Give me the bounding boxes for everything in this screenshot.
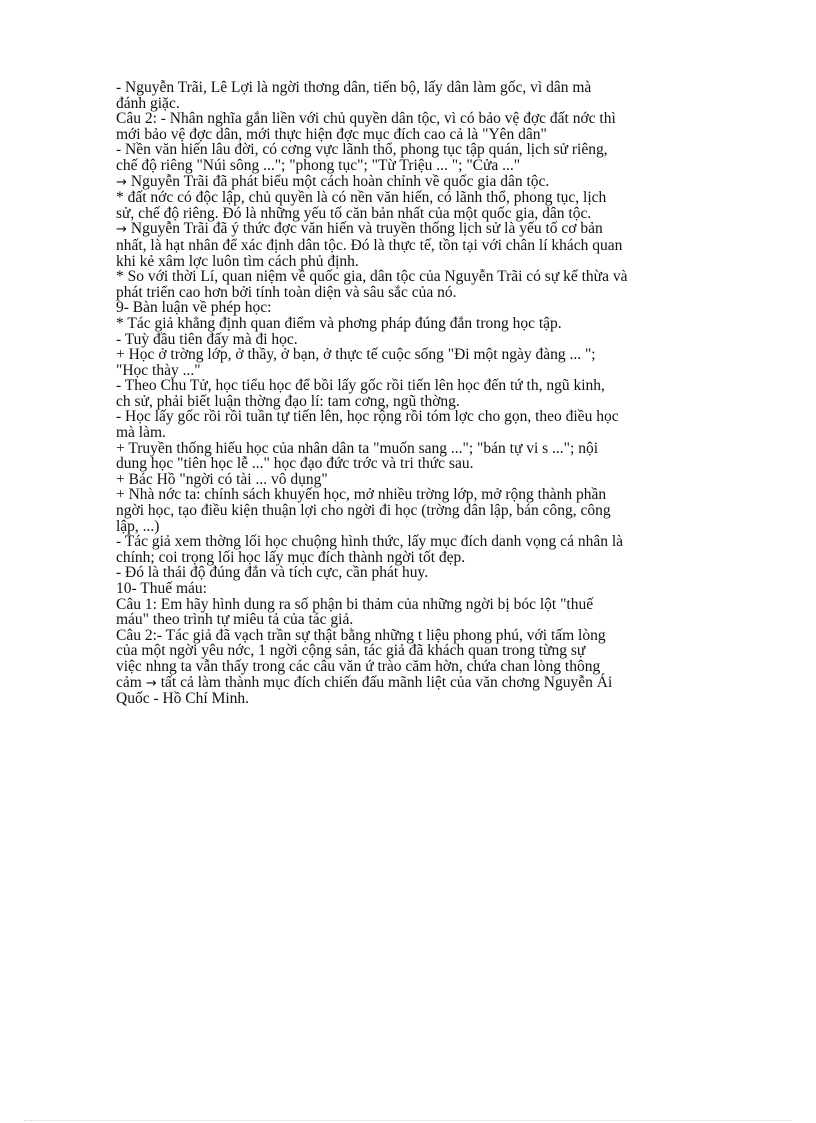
- line-text: + Học ở trờng lớp, ở thầy, ở bạn, ở thực tế cuộc sống "Đi một ngày đàng ... ";: [116, 346, 596, 364]
- line-text: Quốc - Hồ Chí Minh.: [116, 690, 250, 708]
- text-line: [116, 316, 756, 332]
- line-text: dung học "tiên học lễ ..." học đạo đức trớc và tri thức sau.: [116, 455, 474, 473]
- line-text: - Theo Chu Tử, học tiểu học để bồi lấy gốc rồi tiến lên học đến tứ th, ngũ kinh,: [116, 377, 605, 395]
- text-line: [116, 332, 756, 348]
- line-text: - Nền văn hiến lâu đời, có cơng vực lãnh thổ, phong tục tập quán, lịch sử riêng,: [116, 141, 608, 159]
- line-text: ngời học, tạo điều kiện thuận lợi cho ngời đi học (trờng dân lập, bán công, công: [116, 502, 611, 520]
- text-line: [116, 409, 756, 425]
- text-line: [116, 659, 756, 675]
- text-line: [116, 472, 756, 488]
- text-line: [116, 269, 756, 285]
- text-line: [116, 158, 756, 174]
- text-line: [116, 142, 756, 158]
- page-bottom-rule: [24, 1120, 792, 1121]
- line-text: - Đó là thái độ đúng đắn và tích cực, cần phát huy.: [116, 564, 429, 582]
- line-text: "Học thày ...": [116, 361, 201, 379]
- line-text: việc nhng ta vẫn thấy trong các câu văn ứ trào căm hờn, chứa chan lòng thông: [116, 657, 601, 675]
- text-line: [116, 550, 756, 566]
- document-body: [116, 80, 756, 707]
- line-text: * đất nớc có độc lập, chủ quyền là có nền văn hiến, có lãnh thổ, phong tục, lịch: [116, 189, 607, 207]
- line-text: - Tác giả xem thờng lối học chuộng hình thức, lấy mục đích danh vọng cá nhân là: [116, 533, 624, 551]
- arrow-right-icon: →: [116, 222, 127, 238]
- text-line: [116, 597, 756, 613]
- line-text: - Học lấy gốc rồi rồi tuần tự tiến lên, học rộng rồi tóm lợc cho gọn, theo điều học: [116, 408, 619, 426]
- text-line: [116, 190, 756, 206]
- line-text: phát triển cao hơn bởi tính toàn diện và sâu sắc của nó.: [116, 283, 457, 301]
- text-line: [116, 80, 756, 96]
- line-text: + Truyền thống hiếu học của nhân dân ta "muốn sang ..."; "bán tự vi s ..."; nội: [116, 439, 598, 457]
- text-line: [116, 519, 756, 535]
- line-text: 9- Bàn luận về phép học:: [116, 299, 272, 317]
- line-text: máu" theo trình tự miêu tả của tác giả.: [116, 611, 354, 629]
- text-line: [116, 285, 756, 301]
- line-text: sử, chế độ riêng. Đó là những yếu tố căn bản nhất của một quốc gia, dân tộc.: [116, 204, 592, 222]
- text-line: [116, 96, 756, 112]
- text-line: [116, 111, 756, 127]
- line-text: Câu 1: Em hãy hình dung ra số phận bi thảm của những ngời bị bóc lột "thuế: [116, 595, 594, 613]
- line-text: chế độ riêng "Núi sông ..."; "phong tục"; "Từ Triệu ... "; "Cửa ...": [116, 156, 521, 174]
- text-line: [116, 300, 756, 316]
- line-text: chính; coi trọng lối học lấy mục đích thành ngời tốt đẹp.: [116, 548, 466, 566]
- line-text: - Tuỳ đầu tiên đấy mà đi học.: [116, 330, 298, 348]
- text-line: [116, 691, 756, 707]
- text-line: [116, 254, 756, 270]
- line-text: khi kẻ xâm lợc luôn tìm cách phủ định.: [116, 252, 359, 270]
- text-line: [116, 221, 756, 238]
- text-line: [116, 487, 756, 503]
- line-text: + Nhà nớc ta: chính sách khuyến học, mở nhiều trờng lớp, mở rộng thành phần: [116, 486, 607, 504]
- text-line: [116, 441, 756, 457]
- text-line: [116, 456, 756, 472]
- arrow-right-icon: →: [116, 174, 127, 190]
- text-line: [116, 363, 756, 379]
- text-line: [116, 127, 756, 143]
- line-text: lập, ...): [116, 517, 160, 535]
- line-text: - Nguyễn Trãi, Lê Lợi là ngời thơng dân, tiến bộ, lấy dân làm gốc, vì dân mà: [116, 79, 592, 96]
- text-line: [116, 628, 756, 644]
- text-line: [116, 612, 756, 628]
- text-line: [116, 565, 756, 581]
- text-line: [116, 581, 756, 597]
- text-line: [116, 534, 756, 550]
- text-line: [116, 378, 756, 394]
- line-text: đánh giặc.: [116, 94, 180, 112]
- line-text: Nguyễn Trãi đã ý thức đợc văn hiến và truyền thống lịch sử là yếu tố cơ bản: [130, 220, 603, 238]
- line-text: nhất, là hạt nhân để xác định dân tộc. Đó là thực tế, tồn tại với chân lí khách quan: [116, 236, 623, 254]
- arrow-right-icon: →: [145, 675, 157, 691]
- text-line: [116, 425, 756, 441]
- line-text: * Tác giả khẳng định quan điểm và phơng pháp đúng đắn trong học tập.: [116, 314, 562, 332]
- line-text: + Bác Hồ "ngời có tài ... vô dụng": [116, 470, 328, 488]
- line-text: mới bảo vệ đợc dân, mới thực hiện đợc mục đích cao cả là "Yên dân": [116, 125, 547, 143]
- line-text: Nguyễn Trãi đã phát biểu một cách hoàn chỉnh về quốc gia dân tộc.: [130, 172, 550, 190]
- text-line: [116, 238, 756, 254]
- line-text: * So với thời Lí, quan niệm về quốc gia, dân tộc của Nguyễn Trãi có sự kế thừa và: [116, 268, 628, 286]
- line-text: 10- Thuế máu:: [116, 580, 207, 597]
- text-line: [116, 675, 756, 692]
- line-text: cảm: [116, 673, 142, 691]
- text-line: [116, 643, 756, 659]
- text-line: [116, 503, 756, 519]
- line-text: mà làm.: [116, 424, 166, 442]
- line-text: ch sử, phải biết luận thờng đạo lí: tam cơng, ngũ thờng.: [116, 392, 460, 410]
- text-line: [116, 394, 756, 410]
- line-text: Câu 2:- Tác giả đã vạch trần sự thật bằng những t liệu phong phú, với tấm lòng: [116, 626, 606, 644]
- text-line: [116, 206, 756, 222]
- text-line: [116, 347, 756, 363]
- line-text: tất cả làm thành mục đích chiến đấu mãnh liệt của văn chơng Nguyễn Ái: [160, 673, 613, 691]
- line-text: Câu 2: - Nhân nghĩa gắn liền với chủ quyền dân tộc, vì có bảo vệ đợc đất nớc thì: [116, 110, 616, 128]
- line-text: của một ngời yêu nớc, 1 ngời cộng sản, tác giả đã khách quan trong từng sự: [116, 642, 586, 660]
- text-line: [116, 174, 756, 191]
